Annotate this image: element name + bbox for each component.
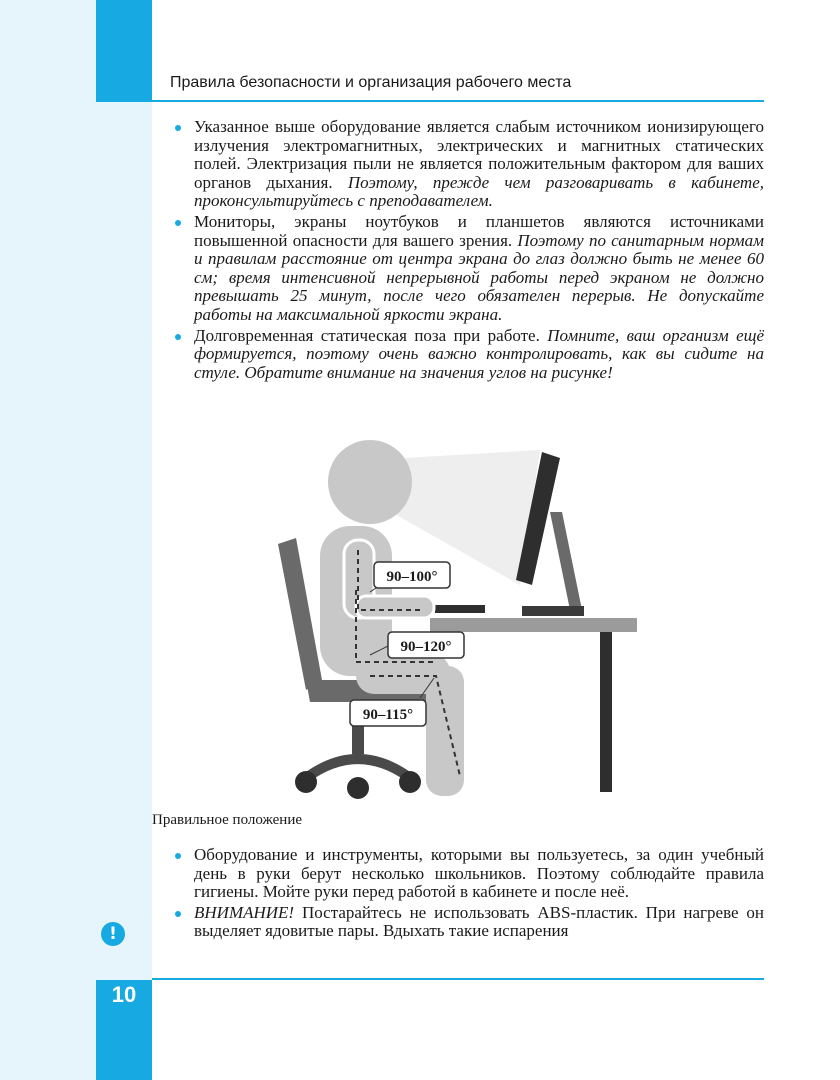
bullet-text-italic: Помните, ваш организм ещё формируется, поэтому очень важно контролировать, как вы сидите на стуле. Обратите внимание на значения углов на рисунке! bbox=[194, 325, 764, 382]
person-forearm bbox=[356, 596, 434, 618]
list-item bbox=[172, 213, 764, 325]
bullet-icon bbox=[175, 125, 181, 131]
bullet-icon bbox=[175, 220, 181, 226]
bullet-list-bottom bbox=[172, 846, 764, 943]
bullet-icon bbox=[175, 911, 181, 917]
person-shin bbox=[426, 666, 464, 796]
chair-back bbox=[278, 538, 322, 690]
chair-base bbox=[306, 759, 410, 778]
bullet-text: Оборудование и инструменты, которыми вы пользуетесь, за один учебный день в руки берут несколько школьников. Поэтому соблюдайте правила гигиены. Мойте руки перед работой в кабинете и после неё. bbox=[194, 845, 764, 902]
list-item bbox=[172, 846, 764, 902]
bullet-text: Мониторы, экраны ноутбуков и планшетов являются источниками повышенной опасности для вашего зрения. bbox=[194, 211, 764, 250]
bullet-list-top bbox=[172, 118, 764, 384]
header-divider bbox=[152, 100, 764, 102]
page-number: 10 bbox=[111, 982, 137, 1007]
page-header-title: Правила безопасности и организация рабочего места bbox=[170, 74, 572, 91]
header-color-tab bbox=[96, 0, 152, 102]
person-head bbox=[328, 440, 412, 524]
desk-top bbox=[430, 618, 637, 632]
exclamation-icon: ! bbox=[101, 922, 125, 946]
chair-wheel bbox=[347, 777, 369, 799]
workstation-posture-illustration bbox=[270, 440, 650, 810]
chair-wheel bbox=[295, 771, 317, 793]
bullet-text-italic: Поэтому, прежде чем разговаривать в кабинете, проконсультируйтесь с преподавателем. bbox=[194, 172, 764, 211]
warning-lead: ВНИМАНИЕ! bbox=[194, 902, 295, 922]
desk-leg bbox=[600, 632, 612, 792]
bullet-text: Постарайтесь не использовать ABS-пластик. При нагреве он выделяет ядовитые пары. Вдыхать такие испарения bbox=[194, 902, 764, 941]
list-item bbox=[172, 118, 764, 211]
monitor-stand bbox=[550, 512, 582, 610]
angle-label-hip: 90–120° bbox=[400, 639, 452, 655]
footer-divider bbox=[152, 978, 764, 980]
figure-caption: Правильное положение bbox=[152, 812, 303, 828]
bullet-text: Указанное выше оборудование является слабым источником ионизирующего излучения электромагнитных, электрических и магнитных статических полей. Электризация пыли не является положительным фактором для ваших органов дыхания. bbox=[194, 117, 764, 192]
chair-wheel bbox=[399, 771, 421, 793]
bullet-icon bbox=[175, 334, 181, 340]
monitor-base bbox=[522, 606, 584, 616]
bullet-icon bbox=[175, 853, 181, 859]
angle-label-knee: 90–115° bbox=[362, 707, 414, 723]
keyboard bbox=[435, 605, 485, 613]
bullet-text: Долговременная статическая поза при работе. bbox=[194, 325, 548, 345]
angle-label-elbow: 90–100° bbox=[386, 569, 438, 585]
list-item bbox=[172, 327, 764, 383]
list-item bbox=[172, 904, 764, 941]
bullet-text-italic: Поэтому по санитарным нормам и правилам расстояние от центра экрана до глаз должно быть не менее 60 см; время интенсивной непрерывной работы перед экраном не должно превышать 25 минут, после чего обязателен перерыв. Не допускайте работы на максимальной яркости экрана. bbox=[194, 230, 764, 324]
